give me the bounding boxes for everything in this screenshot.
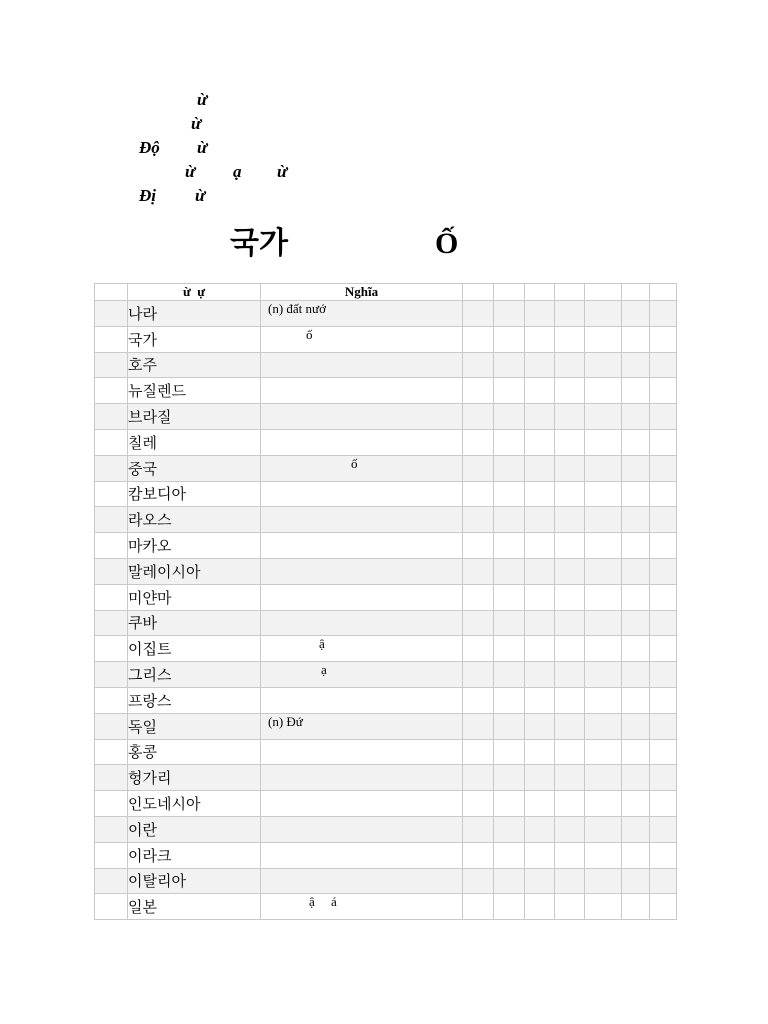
korean-word-cell: 칠레 [128, 429, 261, 455]
meaning-cell [261, 713, 463, 739]
blank-cell [525, 791, 555, 817]
vocabulary-table [94, 283, 677, 920]
blank-cell [525, 868, 555, 894]
row-marker-cell [95, 894, 128, 920]
blank-cell [622, 404, 650, 430]
blank-cell [494, 791, 525, 817]
korean-word-cell: 이란 [128, 816, 261, 842]
blank-cell [463, 584, 494, 610]
blank-cell [463, 610, 494, 636]
blank-cell [494, 352, 525, 378]
header-blank-cell [463, 284, 494, 301]
row-marker-cell [95, 455, 128, 481]
blank-cell [494, 584, 525, 610]
blank-cell [463, 378, 494, 404]
blank-cell [622, 662, 650, 688]
row-marker-cell [95, 610, 128, 636]
blank-cell [463, 842, 494, 868]
table-row [95, 636, 677, 662]
blank-cell [650, 378, 677, 404]
korean-word-cell: 인도네시아 [128, 791, 261, 817]
table-row [95, 352, 677, 378]
table-row [95, 842, 677, 868]
blank-cell [650, 765, 677, 791]
blank-cell [585, 868, 622, 894]
blank-cell [463, 894, 494, 920]
korean-word-cell: 중국 [128, 455, 261, 481]
blank-cell [622, 636, 650, 662]
blank-cell [555, 739, 585, 765]
blank-cell [555, 842, 585, 868]
blank-cell [463, 429, 494, 455]
blank-cell [585, 507, 622, 533]
heading-text-fragment: ừ [277, 162, 288, 181]
blank-cell [463, 636, 494, 662]
row-marker-cell [95, 584, 128, 610]
blank-cell [555, 791, 585, 817]
blank-cell [494, 894, 525, 920]
blank-cell [494, 378, 525, 404]
blank-cell [463, 533, 494, 559]
blank-cell [463, 507, 494, 533]
table-row [95, 894, 677, 920]
blank-cell [650, 713, 677, 739]
meaning-cell [261, 455, 463, 481]
blank-cell [555, 713, 585, 739]
korean-word-cell: 캄보디아 [128, 481, 261, 507]
heading-text-fragment: ừ [195, 186, 206, 205]
blank-cell [622, 481, 650, 507]
blank-cell [622, 533, 650, 559]
blank-cell [585, 533, 622, 559]
row-marker-cell [95, 687, 128, 713]
meaning-cell [261, 739, 463, 765]
blank-cell [622, 894, 650, 920]
meaning-cell [261, 533, 463, 559]
blank-cell [525, 507, 555, 533]
korean-word-cell: 독일 [128, 713, 261, 739]
blank-cell [555, 301, 585, 327]
meaning-cell [261, 481, 463, 507]
blank-cell [555, 429, 585, 455]
meaning-cell [261, 636, 463, 662]
blank-cell [525, 739, 555, 765]
korean-word-cell: 뉴질렌드 [128, 378, 261, 404]
row-marker-cell [95, 352, 128, 378]
blank-cell [525, 687, 555, 713]
blank-cell [650, 739, 677, 765]
blank-cell [650, 301, 677, 327]
blank-cell [463, 739, 494, 765]
meaning-text: ạ [321, 662, 327, 678]
table-row [95, 429, 677, 455]
korean-word-cell: 브라질 [128, 404, 261, 430]
blank-cell [650, 326, 677, 352]
blank-cell [555, 558, 585, 584]
blank-cell [622, 378, 650, 404]
table-row [95, 868, 677, 894]
blank-cell [525, 429, 555, 455]
blank-cell [525, 533, 555, 559]
blank-cell [525, 378, 555, 404]
table-row [95, 378, 677, 404]
meaning-cell [261, 378, 463, 404]
blank-cell [622, 816, 650, 842]
blank-cell [650, 894, 677, 920]
table-row [95, 584, 677, 610]
heading-text-fragment: ừ [191, 114, 202, 133]
blank-cell [585, 713, 622, 739]
meaning-text: ố [306, 326, 313, 342]
blank-cell [555, 816, 585, 842]
blank-cell [585, 842, 622, 868]
table-row [95, 791, 677, 817]
blank-cell [463, 662, 494, 688]
korean-word-cell: 그리스 [128, 662, 261, 688]
blank-cell [650, 868, 677, 894]
blank-cell [622, 558, 650, 584]
row-marker-cell [95, 816, 128, 842]
blank-cell [463, 713, 494, 739]
blank-cell [525, 352, 555, 378]
table-body [95, 301, 677, 920]
blank-cell [494, 301, 525, 327]
blank-cell [555, 404, 585, 430]
meaning-text: (n) Đứ [268, 713, 303, 729]
meaning-cell [261, 301, 463, 327]
blank-cell [650, 662, 677, 688]
table-row [95, 533, 677, 559]
blank-cell [494, 765, 525, 791]
heading-text-fragment: Đị [139, 186, 156, 205]
blank-cell [622, 739, 650, 765]
blank-cell [622, 326, 650, 352]
blank-cell [585, 352, 622, 378]
korean-word-cell: 미얀마 [128, 584, 261, 610]
blank-cell [463, 352, 494, 378]
blank-cell [555, 894, 585, 920]
blank-cell [650, 816, 677, 842]
row-marker-cell [95, 842, 128, 868]
blank-cell [585, 816, 622, 842]
blank-cell [585, 584, 622, 610]
header-blank-cell [622, 284, 650, 301]
blank-cell [555, 481, 585, 507]
header-blank-cell [525, 284, 555, 301]
blank-cell [494, 481, 525, 507]
header-blank-cell [555, 284, 585, 301]
table-row [95, 739, 677, 765]
table-row [95, 765, 677, 791]
blank-cell [622, 868, 650, 894]
meaning-cell [261, 765, 463, 791]
korean-word-cell: 쿠바 [128, 610, 261, 636]
korean-word-cell: 이라크 [128, 842, 261, 868]
blank-cell [585, 765, 622, 791]
blank-cell [622, 429, 650, 455]
korean-word-cell: 일본 [128, 894, 261, 920]
row-marker-cell [95, 868, 128, 894]
blank-cell [650, 455, 677, 481]
row-marker-cell [95, 429, 128, 455]
meaning-cell [261, 507, 463, 533]
blank-cell [650, 584, 677, 610]
blank-cell [525, 481, 555, 507]
blank-cell [622, 301, 650, 327]
meaning-text: ậ á [309, 894, 337, 910]
meaning-cell [261, 352, 463, 378]
row-marker-cell [95, 791, 128, 817]
blank-cell [525, 610, 555, 636]
header-meaning-column: Nghĩa [261, 284, 463, 301]
blank-cell [585, 429, 622, 455]
blank-cell [525, 713, 555, 739]
blank-cell [463, 481, 494, 507]
blank-cell [622, 713, 650, 739]
meaning-cell [261, 326, 463, 352]
blank-cell [585, 301, 622, 327]
korean-word-cell: 마카오 [128, 533, 261, 559]
blank-cell [585, 378, 622, 404]
blank-cell [555, 455, 585, 481]
table-row [95, 455, 677, 481]
blank-cell [585, 455, 622, 481]
row-marker-cell [95, 558, 128, 584]
title-vietnamese: Ố [435, 227, 459, 260]
blank-cell [525, 765, 555, 791]
blank-cell [585, 662, 622, 688]
meaning-cell [261, 842, 463, 868]
korean-word-cell: 헝가리 [128, 765, 261, 791]
row-marker-cell [95, 301, 128, 327]
heading-text-fragment: Độ [139, 138, 160, 157]
blank-cell [585, 894, 622, 920]
blank-cell [585, 404, 622, 430]
blank-cell [650, 352, 677, 378]
korean-word-cell: 홍콩 [128, 739, 261, 765]
blank-cell [525, 584, 555, 610]
blank-cell [463, 558, 494, 584]
row-marker-cell [95, 326, 128, 352]
table-row [95, 610, 677, 636]
korean-word-cell: 라오스 [128, 507, 261, 533]
table-row [95, 713, 677, 739]
blank-cell [585, 791, 622, 817]
blank-cell [585, 636, 622, 662]
blank-cell [650, 481, 677, 507]
blank-cell [585, 610, 622, 636]
blank-cell [650, 687, 677, 713]
blank-cell [494, 455, 525, 481]
blank-cell [555, 868, 585, 894]
blank-cell [494, 687, 525, 713]
blank-cell [622, 610, 650, 636]
row-marker-cell [95, 765, 128, 791]
row-marker-cell [95, 507, 128, 533]
table-row [95, 507, 677, 533]
blank-cell [494, 610, 525, 636]
blank-cell [555, 636, 585, 662]
title-korean: 국가 [230, 226, 288, 261]
heading-text-fragment: ừ [197, 138, 208, 157]
blank-cell [463, 326, 494, 352]
blank-cell [555, 378, 585, 404]
row-marker-cell [95, 533, 128, 559]
blank-cell [494, 636, 525, 662]
blank-cell [650, 610, 677, 636]
table-row [95, 301, 677, 327]
blank-cell [650, 404, 677, 430]
blank-cell [622, 584, 650, 610]
blank-cell [494, 739, 525, 765]
blank-cell [555, 533, 585, 559]
meaning-text: ậ [319, 636, 325, 652]
blank-cell [622, 842, 650, 868]
header-blank-cell [494, 284, 525, 301]
meaning-cell [261, 610, 463, 636]
blank-cell [525, 326, 555, 352]
blank-cell [494, 842, 525, 868]
table-row [95, 481, 677, 507]
heading-text-fragment: ừ [197, 90, 208, 109]
table-row [95, 816, 677, 842]
meaning-text: (n) đất nướ [268, 301, 326, 316]
meaning-cell [261, 687, 463, 713]
row-marker-cell [95, 739, 128, 765]
blank-cell [525, 636, 555, 662]
header-blank-cell [650, 284, 677, 301]
korean-word-cell: 국가 [128, 326, 261, 352]
blank-cell [650, 791, 677, 817]
blank-cell [585, 558, 622, 584]
blank-cell [622, 455, 650, 481]
table-row [95, 404, 677, 430]
header-blank-cell [95, 284, 128, 301]
meaning-cell [261, 816, 463, 842]
blank-cell [650, 636, 677, 662]
korean-word-cell: 호주 [128, 352, 261, 378]
blank-cell [650, 429, 677, 455]
blank-cell [622, 791, 650, 817]
meaning-cell [261, 584, 463, 610]
blank-cell [494, 507, 525, 533]
blank-cell [555, 765, 585, 791]
blank-cell [525, 816, 555, 842]
blank-cell [555, 687, 585, 713]
table-header-row [95, 284, 677, 301]
blank-cell [494, 404, 525, 430]
blank-cell [525, 894, 555, 920]
blank-cell [585, 326, 622, 352]
blank-cell [463, 455, 494, 481]
row-marker-cell [95, 662, 128, 688]
blank-cell [463, 687, 494, 713]
blank-cell [585, 687, 622, 713]
blank-cell [494, 558, 525, 584]
row-marker-cell [95, 636, 128, 662]
meaning-cell [261, 662, 463, 688]
blank-cell [622, 507, 650, 533]
korean-word-cell: 말레이시아 [128, 558, 261, 584]
blank-cell [494, 429, 525, 455]
header-word-column: ừ ự [128, 284, 261, 301]
blank-cell [650, 507, 677, 533]
header-blank-cell [585, 284, 622, 301]
row-marker-cell [95, 481, 128, 507]
korean-word-cell: 프랑스 [128, 687, 261, 713]
blank-cell [525, 842, 555, 868]
row-marker-cell [95, 713, 128, 739]
blank-cell [622, 765, 650, 791]
blank-cell [463, 816, 494, 842]
blank-cell [494, 868, 525, 894]
blank-cell [555, 352, 585, 378]
blank-cell [525, 662, 555, 688]
blank-cell [555, 507, 585, 533]
blank-cell [525, 301, 555, 327]
blank-cell [622, 687, 650, 713]
blank-cell [585, 739, 622, 765]
blank-cell [555, 326, 585, 352]
blank-cell [494, 326, 525, 352]
blank-cell [585, 481, 622, 507]
blank-cell [555, 610, 585, 636]
blank-cell [494, 533, 525, 559]
blank-cell [555, 584, 585, 610]
blank-cell [494, 713, 525, 739]
blank-cell [463, 868, 494, 894]
blank-cell [494, 662, 525, 688]
korean-word-cell: 이집트 [128, 636, 261, 662]
blank-cell [650, 842, 677, 868]
blank-cell [463, 765, 494, 791]
korean-word-cell: 나라 [128, 301, 261, 327]
table-row [95, 687, 677, 713]
table-row [95, 662, 677, 688]
table-row [95, 326, 677, 352]
meaning-cell [261, 868, 463, 894]
blank-cell [525, 404, 555, 430]
meaning-cell [261, 894, 463, 920]
blank-cell [463, 404, 494, 430]
meaning-text: ố [351, 455, 358, 471]
blank-cell [650, 558, 677, 584]
blank-cell [463, 301, 494, 327]
blank-cell [650, 533, 677, 559]
blank-cell [525, 455, 555, 481]
blank-cell [622, 352, 650, 378]
blank-cell [525, 558, 555, 584]
meaning-cell [261, 558, 463, 584]
blank-cell [463, 791, 494, 817]
korean-word-cell: 이탈리아 [128, 868, 261, 894]
blank-cell [555, 662, 585, 688]
meaning-cell [261, 429, 463, 455]
blank-cell [494, 816, 525, 842]
row-marker-cell [95, 404, 128, 430]
heading-text-fragment: ạ [233, 162, 242, 181]
meaning-cell [261, 791, 463, 817]
meaning-cell [261, 404, 463, 430]
table-row [95, 558, 677, 584]
row-marker-cell [95, 378, 128, 404]
heading-text-fragment: ừ [185, 162, 196, 181]
